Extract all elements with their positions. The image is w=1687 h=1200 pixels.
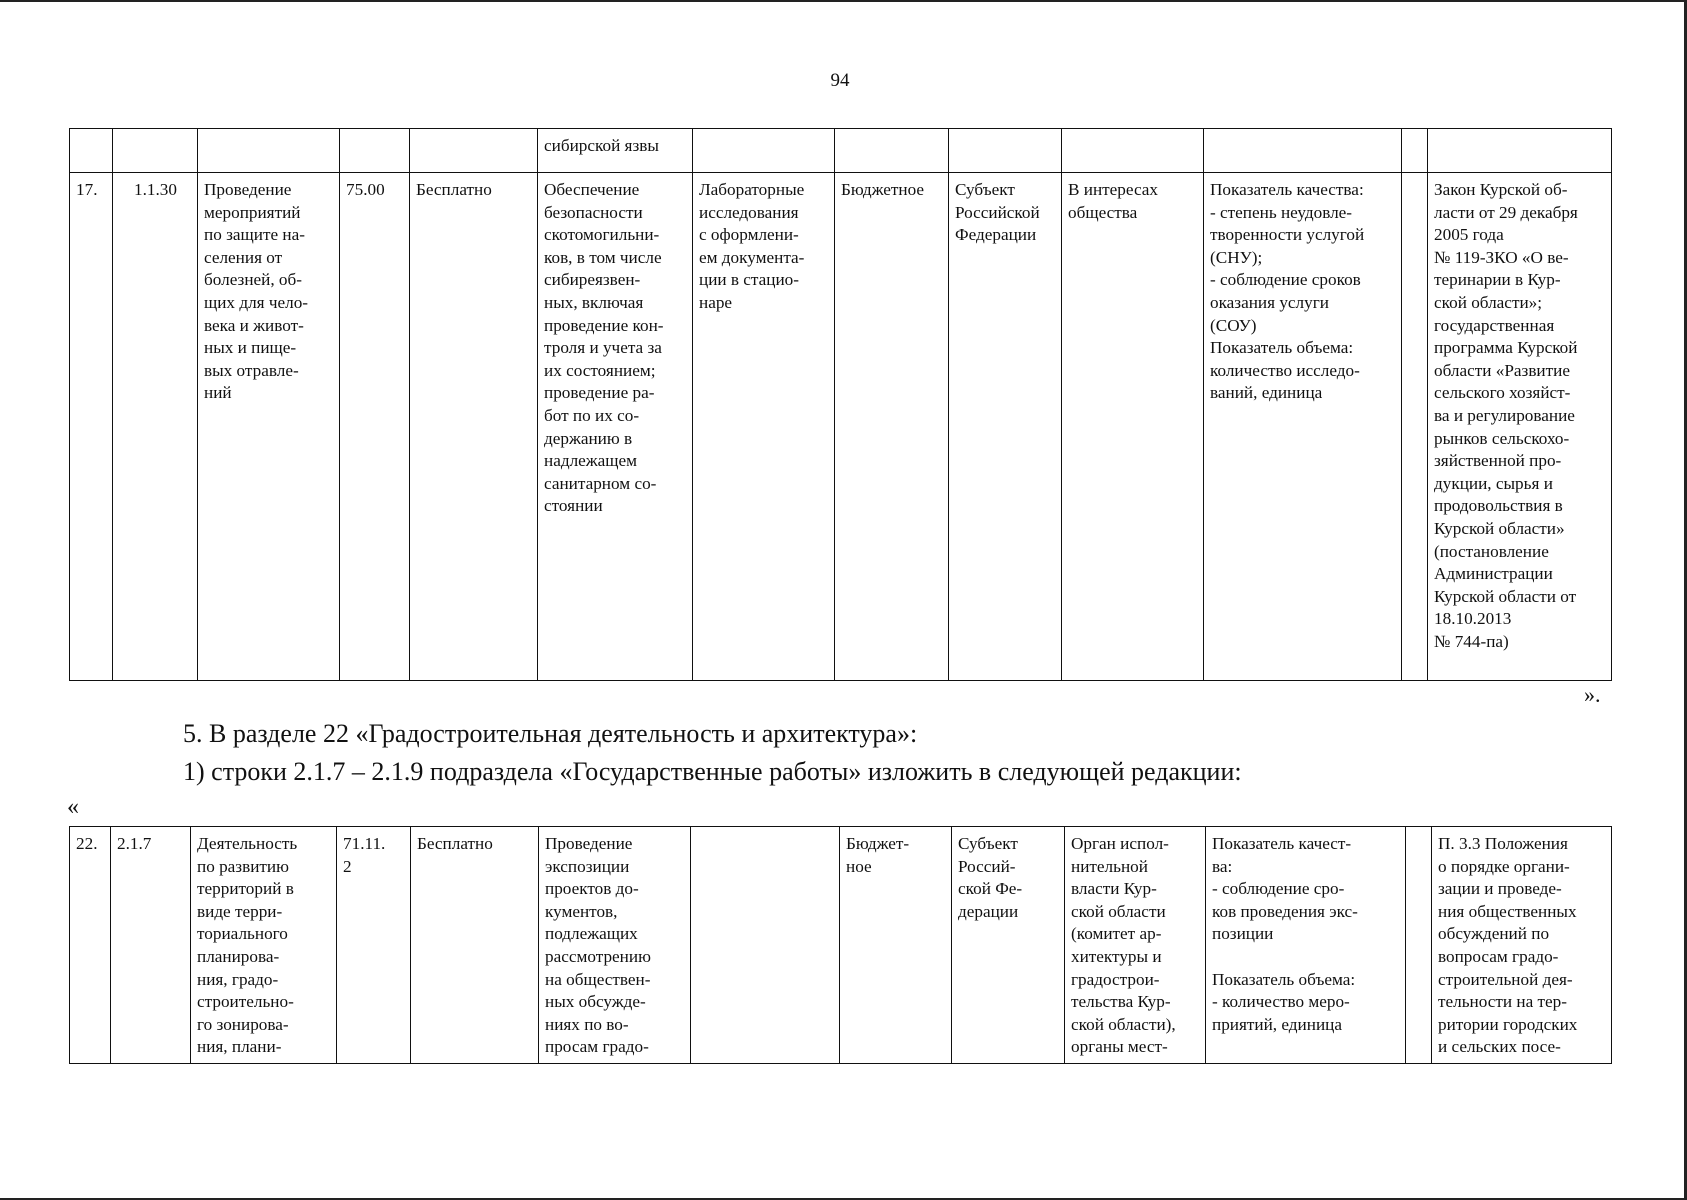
indicators-cell <box>1206 827 1406 1064</box>
scan-border-top <box>0 0 1687 2</box>
cell-text-line: Курской области» <box>1434 518 1565 538</box>
cell-text-line: ласти от 29 декабря <box>1434 202 1578 222</box>
cell-text-line: Деятельность <box>197 834 298 853</box>
cell-text-line: тельности на тер- <box>1438 992 1567 1012</box>
okved-code-cell <box>337 827 411 1064</box>
cell-text-line: ков проведения экс- <box>1212 901 1358 921</box>
cell-text-line: - соблюдение сроков <box>1210 270 1361 290</box>
legal-basis-cell <box>1428 173 1612 681</box>
cell-text-line: Показатель качест- <box>1212 834 1352 853</box>
cell-text-line: Проведение <box>204 180 292 199</box>
payment-cell: Бесплатно <box>411 827 539 1064</box>
cell-text-line: 2 <box>343 856 352 876</box>
cell-text-line: ваний, единица <box>1210 383 1323 403</box>
consumers-cell <box>1065 827 1206 1064</box>
cell-text-line: ской области <box>1071 901 1166 921</box>
cell-text-line: Россий- <box>958 856 1016 876</box>
cell-text-line: о порядке органи- <box>1438 856 1570 876</box>
cell-text-line: ем документа- <box>699 247 805 267</box>
cell-text-line: и сельских посе- <box>1438 1037 1561 1057</box>
cell-text-line: рынков сельскохо- <box>1434 428 1570 448</box>
cell-text-line: программа Курской <box>1434 338 1578 358</box>
cell-text-line: рассмотрению <box>545 946 651 966</box>
cell-text-line: № 744-па) <box>1434 631 1509 651</box>
cell-text-line: ва и регулирование <box>1434 405 1575 425</box>
cell-text-line: дерации <box>958 901 1019 921</box>
cell-text-line: дукции, сырья и <box>1434 473 1553 493</box>
indicators-cell <box>1204 173 1402 681</box>
institution-type-cell: Бюджетное <box>835 173 949 681</box>
cell-text-line: ториального <box>197 924 288 944</box>
cell-text-line: селения от <box>204 247 283 267</box>
cell-text-line: ской области), <box>1071 1014 1176 1034</box>
cell-text-line: ний <box>204 383 232 403</box>
cell-text-line: - количество меро- <box>1212 992 1350 1012</box>
cell-text-line: го зонирова- <box>197 1014 289 1034</box>
cell-text-line: кументов, <box>545 901 618 921</box>
cell-text-line: щих для чело- <box>204 292 309 312</box>
cell-text-line: продовольствия в <box>1434 496 1563 516</box>
cell-text-line: зации и проведе- <box>1438 879 1562 899</box>
row-number-cell: 17. <box>70 173 113 681</box>
cell-text-line: Обеспечение <box>544 180 640 199</box>
cell-text-line: Субъект <box>955 180 1015 199</box>
cell-text-line: позиции <box>1212 924 1274 944</box>
cell-text-line: - соблюдение сро- <box>1212 879 1345 899</box>
cell-text-line: ных, включая <box>544 292 644 312</box>
table-cell <box>949 129 1062 173</box>
cell-text-line: оказания услуги <box>1210 292 1329 312</box>
cell-text-line: наре <box>699 292 733 312</box>
cell-text-line: Курской области от <box>1434 586 1577 606</box>
cell-text-line: Бюджет- <box>846 834 910 853</box>
cell-text-line: санитарном со- <box>544 473 657 493</box>
cell-text-line: Показатель объема: <box>1210 338 1354 358</box>
cell-text-line: 18.10.2013 <box>1434 609 1512 629</box>
cell-text-line: ков, в том числе <box>544 247 662 267</box>
okved-code-cell: 75.00 <box>340 173 410 681</box>
cell-text-line: ва: <box>1212 856 1233 876</box>
cell-text-line: Лабораторные <box>699 180 805 199</box>
cell-text-line: ния, градо- <box>197 969 279 989</box>
cell-text-line: ных и пище- <box>204 338 297 358</box>
cell-text-line: экспозиции <box>545 856 630 876</box>
cell-text-line: ритории городских <box>1438 1014 1578 1034</box>
services-table-section-1 <box>69 128 1612 681</box>
cell-text-line: (СНУ); <box>1210 247 1263 267</box>
cell-text-line: троля и учета за <box>544 338 662 358</box>
cell-text-line: 71.11. <box>343 834 386 853</box>
cell-text-line: стоянии <box>544 496 603 516</box>
service-conditions-cell <box>691 827 840 1064</box>
payment-cell: Бесплатно <box>410 173 538 681</box>
cell-text-line: проведение кон- <box>544 315 664 335</box>
cell-text-line: (комитет ар- <box>1071 924 1162 944</box>
cell-text-line: Показатель объема: <box>1212 969 1356 989</box>
cell-text-line: сибиреязвен- <box>544 270 641 290</box>
cell-text-line: мероприятий <box>204 202 301 222</box>
cell-text-line: скотомогильни- <box>544 225 660 245</box>
owner-cell <box>952 827 1065 1064</box>
cell-text-line: ных обсужде- <box>545 992 646 1012</box>
cell-text-line: количество исследо- <box>1210 360 1360 380</box>
cell-text-line: территорий в <box>197 879 294 899</box>
instruction-paragraph-2: 1) строки 2.1.7 – 2.1.9 подраздела «Государственные работы» изложить в следующей редакции: <box>183 757 1242 786</box>
cell-text-line: ния общественных <box>1438 901 1577 921</box>
opening-quote: « <box>67 794 79 820</box>
owner-cell <box>949 173 1062 681</box>
table-cell <box>1428 129 1612 173</box>
cell-text-line: Субъект <box>958 834 1018 853</box>
cell-text-line: нительной <box>1071 856 1148 876</box>
table-cell <box>693 129 835 173</box>
cell-text-line: бот по их со- <box>544 405 640 425</box>
closing-quote: ». <box>1584 682 1601 707</box>
table-row-22 <box>70 827 1612 1064</box>
table-cell <box>340 129 410 173</box>
cell-text-line: - степень неудовле- <box>1210 202 1353 222</box>
cell-text-line: безопасности <box>544 202 643 222</box>
cell-text-line: П. 3.3 Положения <box>1438 834 1568 853</box>
cell-text-line: ния, плани- <box>197 1037 282 1057</box>
cell-text-line: (СОУ) <box>1210 315 1257 335</box>
table-cell-content-continued: сибирской язвы <box>538 129 693 173</box>
cell-text-line: строительно- <box>197 992 294 1012</box>
cell-text-line: строительной дея- <box>1438 969 1573 989</box>
cell-text-line: власти Кур- <box>1071 879 1157 899</box>
cell-text-line: творенности услугой <box>1210 225 1365 245</box>
table-cell <box>835 129 949 173</box>
cell-text-line: хитектуры и <box>1071 946 1162 966</box>
cell-text-line: подлежащих <box>545 924 638 944</box>
row-number-cell: 22. <box>70 827 111 1064</box>
cell-text-line: Орган испол- <box>1071 834 1169 853</box>
cell-text-line: ской области»; <box>1434 292 1543 312</box>
cell-text-line: проектов до- <box>545 879 639 899</box>
cell-text-line: градострои- <box>1071 969 1160 989</box>
cell-text-line: В интересах <box>1068 180 1159 199</box>
cell-text-line: болезней, об- <box>204 270 302 290</box>
cell-text-line: надлежащем <box>544 451 638 471</box>
cell-text-line: их состоянием; <box>544 360 656 380</box>
cell-text-line: держанию в <box>544 428 633 448</box>
cell-text-line: сельского хозяйст- <box>1434 383 1571 403</box>
cell-text-line: органы мест- <box>1071 1037 1168 1057</box>
cell-text-line: обсуждений по <box>1438 924 1550 944</box>
services-table-section-2 <box>69 826 1612 1064</box>
cell-text-line: тельства Кур- <box>1071 992 1171 1012</box>
service-code-cell: 2.1.7 <box>111 827 191 1064</box>
cell-text-line: Показатель качества: <box>1210 180 1364 199</box>
cell-text-line: по защите на- <box>204 225 305 245</box>
cell-text-line: Проведение <box>545 834 633 853</box>
cell-text-line: проведение ра- <box>544 383 655 403</box>
table-row-continuation <box>70 129 1612 173</box>
cell-text-line: Закон Курской об- <box>1434 180 1568 199</box>
table-cell <box>410 129 538 173</box>
cell-text-line: по развитию <box>197 856 289 876</box>
table-cell <box>70 129 113 173</box>
cell-text-line: века и живот- <box>204 315 304 335</box>
cell-text-line: государственная <box>1434 315 1555 335</box>
cell-text-line: № 119-ЗКО «О ве- <box>1434 247 1569 267</box>
cell-text-line: общества <box>1068 202 1138 222</box>
service-code-cell: 1.1.30 <box>113 173 198 681</box>
cell-text-line: ской Фе- <box>958 879 1023 899</box>
service-conditions-cell <box>693 173 835 681</box>
cell-text-line: исследования <box>699 202 799 222</box>
institution-type-cell <box>840 827 952 1064</box>
cell-text-line: виде терри- <box>197 901 283 921</box>
cell-text-line: приятий, единица <box>1212 1014 1342 1034</box>
cell-text-line: Администрации <box>1434 564 1553 584</box>
cell-text-line: на обществен- <box>545 969 651 989</box>
page-number: 94 <box>830 70 850 91</box>
cell-text-line: просам градо- <box>545 1037 649 1057</box>
service-content-cell <box>539 827 691 1064</box>
cell-text-line <box>1212 946 1400 969</box>
empty-cell <box>1406 827 1432 1064</box>
empty-cell <box>1402 173 1428 681</box>
cell-text-line: ное <box>846 856 872 876</box>
cell-text-line: 2005 года <box>1434 225 1504 245</box>
cell-text-line: планирова- <box>197 946 280 966</box>
cell-text-line: ниях по во- <box>545 1014 629 1034</box>
legal-basis-cell <box>1432 827 1612 1064</box>
cell-text-line: области «Развитие <box>1434 360 1570 380</box>
table-row-17 <box>70 173 1612 681</box>
cell-text-line: зяйственной про- <box>1434 451 1562 471</box>
service-name-cell <box>198 173 340 681</box>
table-cell <box>198 129 340 173</box>
table-cell <box>1062 129 1204 173</box>
consumers-cell <box>1062 173 1204 681</box>
cell-text-line: (постановление <box>1434 541 1549 561</box>
cell-text-line: Федерации <box>955 225 1037 245</box>
cell-text-line: Российской <box>955 202 1040 222</box>
cell-text-line: ции в стацио- <box>699 270 799 290</box>
cell-text-line: с оформлени- <box>699 225 799 245</box>
cell-text-line: вопросам градо- <box>1438 946 1559 966</box>
cell-text-line: теринарии в Кур- <box>1434 270 1561 290</box>
service-content-cell <box>538 173 693 681</box>
table-cell <box>113 129 198 173</box>
instruction-paragraph-1: 5. В разделе 22 «Градостроительная деятельность и архитектура»: <box>183 719 918 748</box>
service-name-cell <box>191 827 337 1064</box>
table-cell <box>1402 129 1428 173</box>
table-cell <box>1204 129 1402 173</box>
cell-text-line: вых отравле- <box>204 360 299 380</box>
